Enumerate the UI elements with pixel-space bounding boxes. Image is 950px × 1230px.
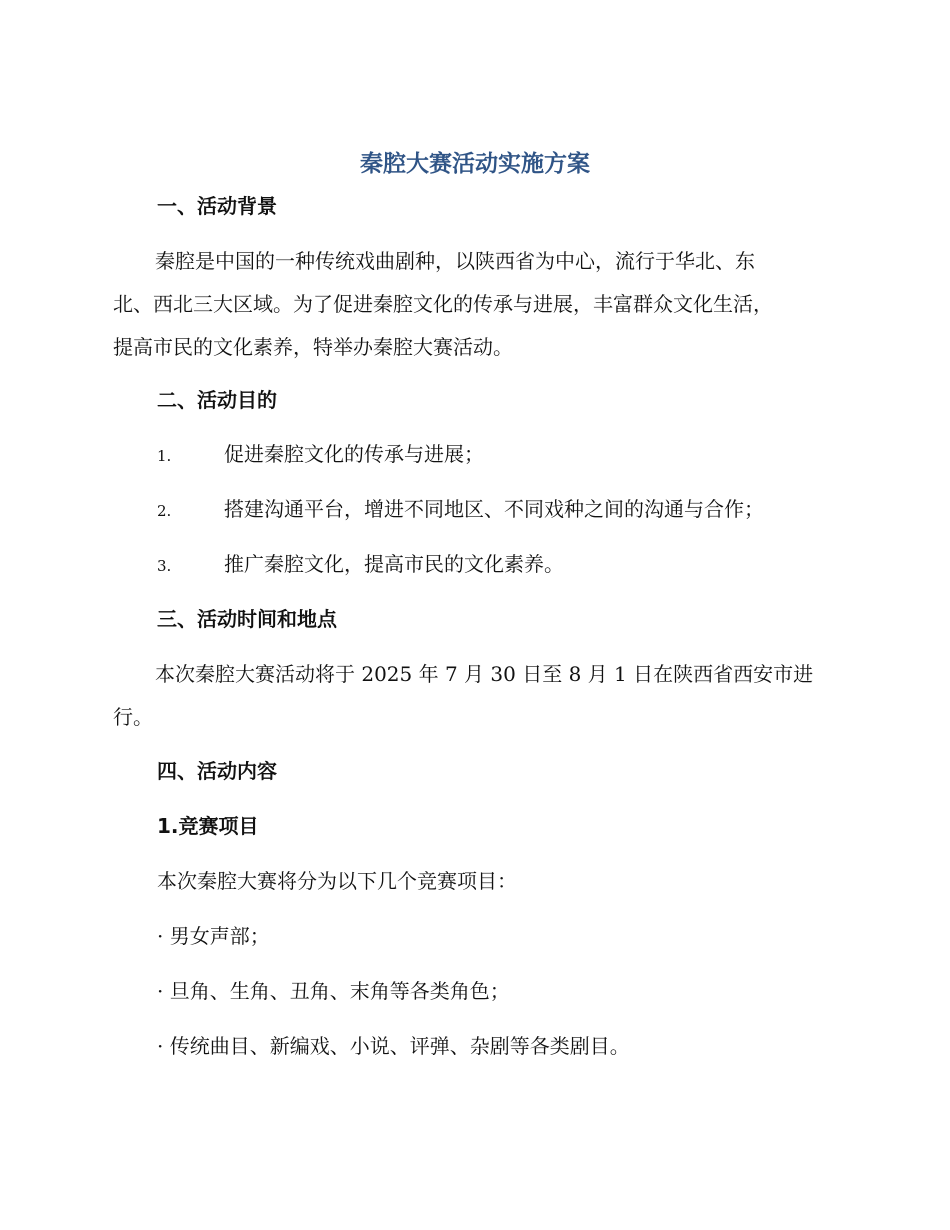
document-title: 秦腔大赛活动实施方案 — [360, 151, 590, 177]
list-number: 1. — [157, 447, 172, 465]
time-place-paragraph — [113, 653, 823, 739]
section-heading-purpose: 二、活动目的 — [157, 388, 277, 412]
background-paragraph — [113, 240, 823, 369]
paragraph-line: 秦腔是中国的一种传统戏曲剧种，以陕西省为中心，流行于华北、东 — [155, 249, 755, 273]
section-heading-time-place: 三、活动时间和地点 — [157, 607, 337, 631]
list-item-text: 促进秦腔文化的传承与进展； — [224, 442, 484, 466]
paragraph-line: 行。 — [113, 705, 153, 729]
paragraph-line: 提高市民的文化素养，特举办秦腔大赛活动。 — [113, 335, 513, 359]
bullet-item: · 旦角、生角、丑角、末角等各类角色； — [157, 979, 510, 1003]
list-item — [157, 439, 484, 471]
list-item — [157, 494, 764, 526]
list-item — [157, 549, 564, 581]
paragraph-line: 本次秦腔大赛活动将于 2025 年 7 月 30 日至 8 月 1 日在陕西省西安市进 — [155, 662, 814, 686]
bullet-item: · 男女声部； — [157, 924, 270, 948]
paragraph-line: 北、西北三大区域。为了促进秦腔文化的传承与进展，丰富群众文化生活， — [113, 292, 773, 316]
list-item-text: 推广秦腔文化，提高市民的文化素养。 — [224, 552, 564, 576]
list-item-text: 搭建沟通平台，增进不同地区、不同戏种之间的沟通与合作； — [224, 497, 764, 521]
section-heading-content: 四、活动内容 — [157, 759, 277, 783]
competition-intro: 本次秦腔大赛将分为以下几个竞赛项目： — [157, 869, 517, 893]
bullet-item: · 传统曲目、新编戏、小说、评弹、杂剧等各类剧目。 — [157, 1034, 630, 1058]
list-number: 3. — [157, 557, 172, 575]
subheading-competition-items: 1.竞赛项目 — [157, 814, 259, 838]
list-number: 2. — [157, 502, 172, 520]
section-heading-background: 一、活动背景 — [157, 194, 277, 218]
